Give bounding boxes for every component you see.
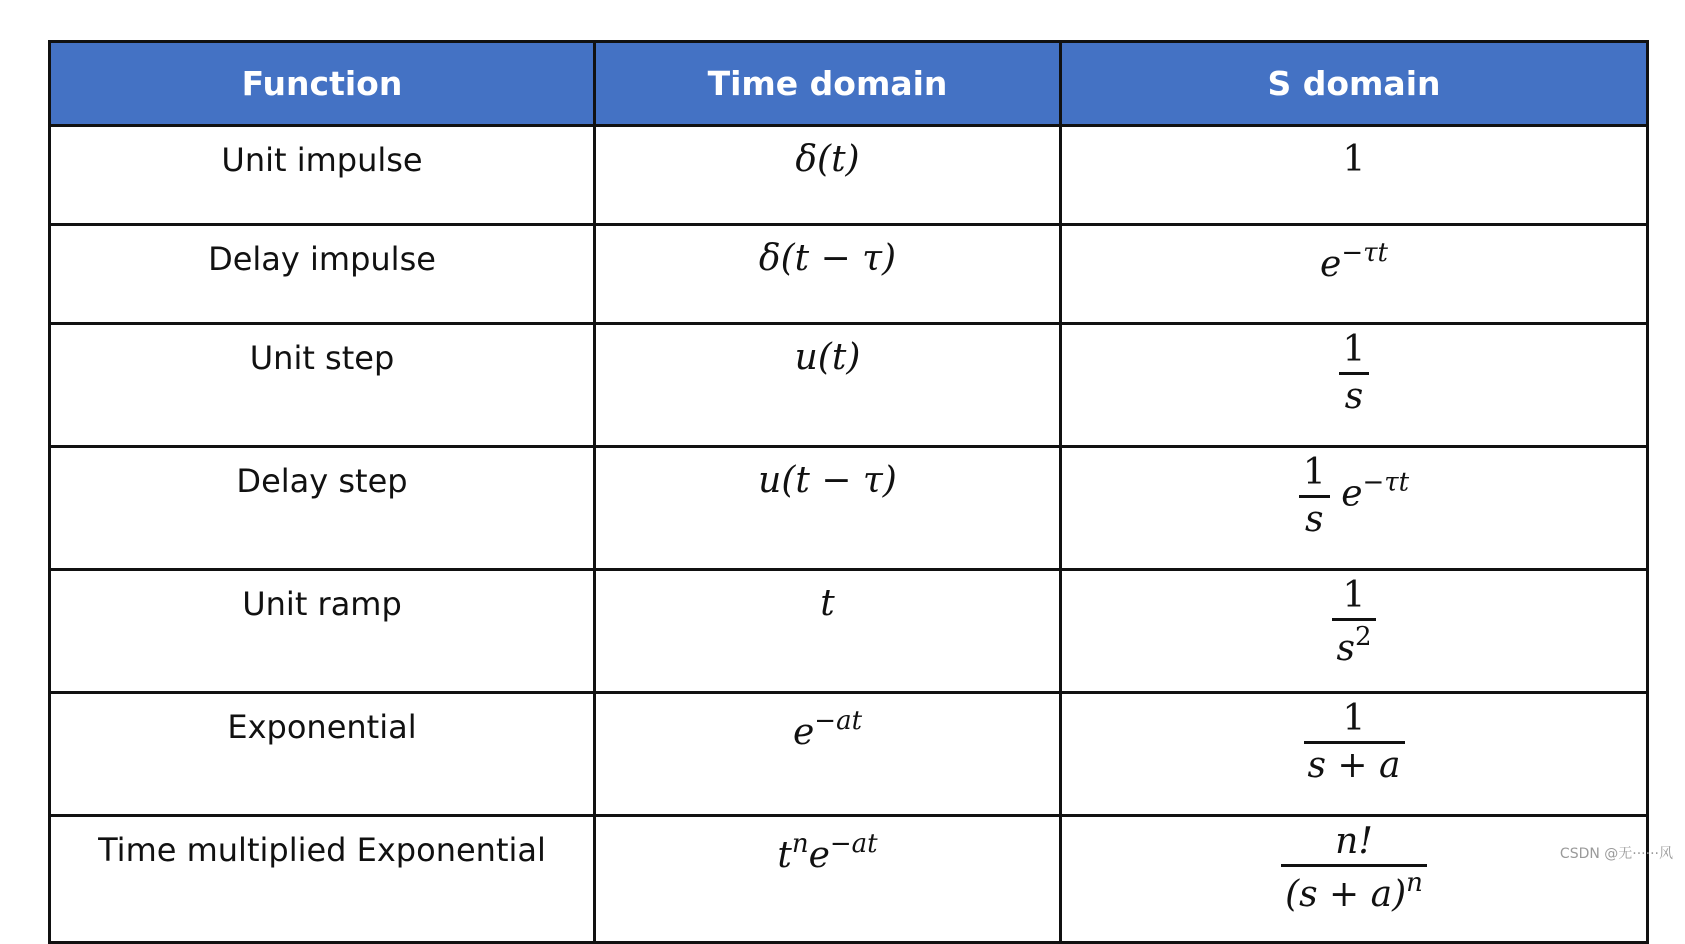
function-cell: Delay impulse: [50, 225, 595, 324]
time-domain-cell: [595, 693, 1061, 816]
exp-power: −τt: [1362, 467, 1410, 498]
den-power: 2: [1354, 621, 1372, 652]
numerator: 1: [1302, 452, 1326, 493]
den-base: (s + a): [1285, 873, 1407, 915]
header-function: Function: [50, 42, 595, 126]
watermark: CSDN @无······风: [1559, 846, 1673, 862]
s-domain-cell: [1061, 570, 1648, 693]
s-domain-cell: [1061, 225, 1648, 324]
fraction-bar: [1281, 864, 1427, 867]
denominator: s: [1305, 498, 1324, 540]
table-row: [50, 447, 1648, 570]
den-base: s: [1336, 627, 1355, 669]
time-domain-cell: [595, 816, 1061, 943]
fraction-bar: [1299, 495, 1330, 498]
denominator: s: [1344, 375, 1364, 417]
exp-base: e: [1320, 244, 1342, 285]
exp-power: −at: [829, 829, 878, 859]
fraction: [1281, 823, 1427, 914]
exp-base: e: [1341, 473, 1363, 515]
exp-base: e: [808, 835, 830, 876]
function-cell: Delay step: [50, 447, 595, 570]
fraction: [1332, 577, 1375, 668]
table-row: [50, 126, 1648, 225]
den-power: n: [1406, 867, 1423, 898]
table-row: [50, 816, 1648, 943]
table-header-row: [50, 42, 1648, 126]
s-domain-cell: 1: [1061, 126, 1648, 225]
fraction: [1339, 331, 1370, 416]
exp-base: e: [792, 712, 815, 753]
fraction: [1299, 454, 1330, 539]
header-s-domain: S domain: [1061, 42, 1648, 126]
exp-power: −at: [814, 706, 863, 736]
function-cell: Unit ramp: [50, 570, 595, 693]
table-row: [50, 225, 1648, 324]
exp-power: −τt: [1341, 238, 1388, 268]
numerator: 1: [1342, 575, 1366, 616]
fraction-bar: [1332, 618, 1375, 621]
time-domain-cell: δ(t − τ): [595, 225, 1061, 324]
function-cell: Unit step: [50, 324, 595, 447]
s-domain-cell: [1061, 447, 1648, 570]
numerator: 1: [1342, 329, 1366, 370]
s-domain-cell: [1061, 324, 1648, 447]
time-domain-cell: δ(t): [595, 126, 1061, 225]
denominator: [1332, 621, 1375, 669]
table-row: [50, 570, 1648, 693]
exp-base: t: [777, 835, 792, 876]
fraction-bar: [1304, 741, 1405, 744]
s-domain-cell: [1061, 816, 1648, 943]
laplace-transform-table: [48, 40, 1649, 944]
exp-power: n: [791, 829, 809, 859]
fraction-bar: [1339, 372, 1370, 375]
time-domain-cell: u(t − τ): [595, 447, 1061, 570]
fraction: [1304, 700, 1405, 785]
time-domain-cell: t: [595, 570, 1061, 693]
numerator: n!: [1335, 821, 1373, 862]
table-row: [50, 324, 1648, 447]
table-row: [50, 693, 1648, 816]
s-domain-cell: [1061, 693, 1648, 816]
denominator: [1281, 867, 1427, 915]
denominator: s + a: [1307, 744, 1401, 786]
numerator: 1: [1342, 698, 1366, 739]
function-cell: Exponential: [50, 693, 595, 816]
header-time-domain: Time domain: [595, 42, 1061, 126]
time-domain-cell: u(t): [595, 324, 1061, 447]
function-cell: Unit impulse: [50, 126, 595, 225]
function-cell: Time multiplied Exponential: [50, 816, 595, 943]
